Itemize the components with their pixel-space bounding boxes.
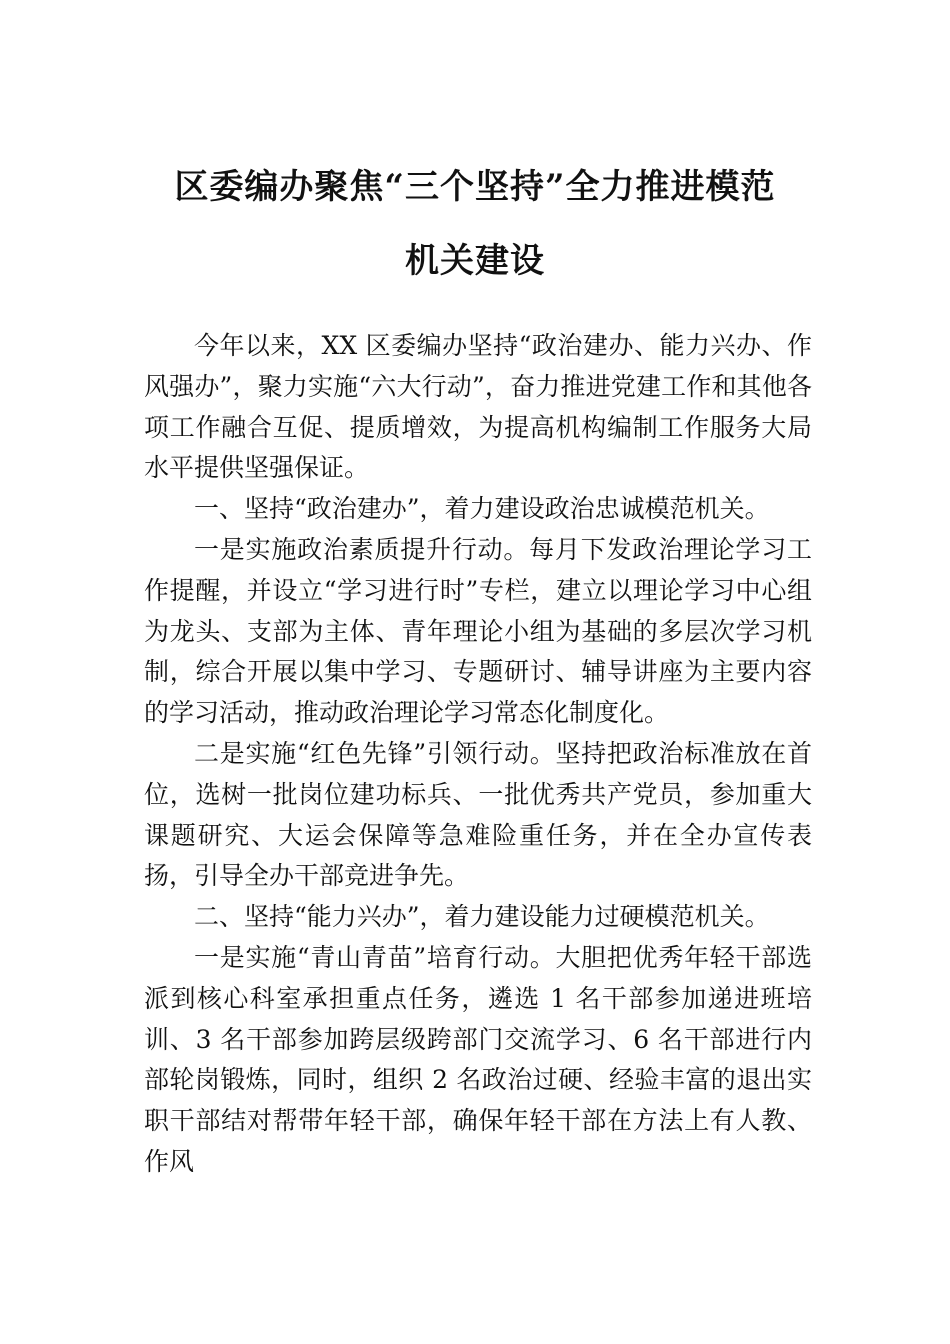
section-heading-2: 二、坚持“能力兴办”，着力建设能力过硬模范机关。 [194, 902, 770, 932]
section-heading-1: 一、坚持“政治建办”，着力建设政治忠诚模范机关。 [194, 494, 770, 524]
paragraph-1-1: 一是实施政治素质提升行动。每月下发政治理论学习工作提醒，并设立“学习进行时”专栏，建立以理论学习中心组为龙头、支部为主体、青年理论小组为基础的多层次学习机制，综合开展以集中学习、专题研讨、辅导讲座为主要内容的学习活动，推动政治理论学习常态化制度化。 [144, 534, 812, 728]
paragraph-intro: 今年以来，XX 区委编办坚持“政治建办、能力兴办、作风强办”，聚力实施“六大行动”，奋力推进党建工作和其他各项工作融合互促、提质增效，为提高机构编制工作服务大局水平提供坚强保证。 [144, 331, 812, 483]
document-title [120, 150, 830, 298]
document-body [144, 326, 812, 1183]
paragraph-1-2: 二是实施“红色先锋”引领行动。坚持把政治标准放在首位，选树一批岗位建功标兵、一批优秀共产党员，参加重大课题研究、大运会保障等急难险重任务，并在全办宣传表扬，引导全办干部竞进争先。 [144, 738, 812, 891]
title-line-2: 机关建设 [405, 241, 545, 281]
title-line-1: 区委编办聚焦“三个坚持”全力推进模范 [174, 167, 776, 207]
paragraph-2-1: 一是实施“青山青苗”培育行动。大胆把优秀年轻干部选派到核心科室承担重点任务，遴选 1 名干部参加递进班培训、3 名干部参加跨层级跨部门交流学习、6 名干部进行内部轮岗锻炼，同时，组织 2 名政治过硬、经验丰富的退出实职干部结对帮带年轻干部，确保年轻干部在方法上有人教、作风 [144, 942, 812, 1176]
